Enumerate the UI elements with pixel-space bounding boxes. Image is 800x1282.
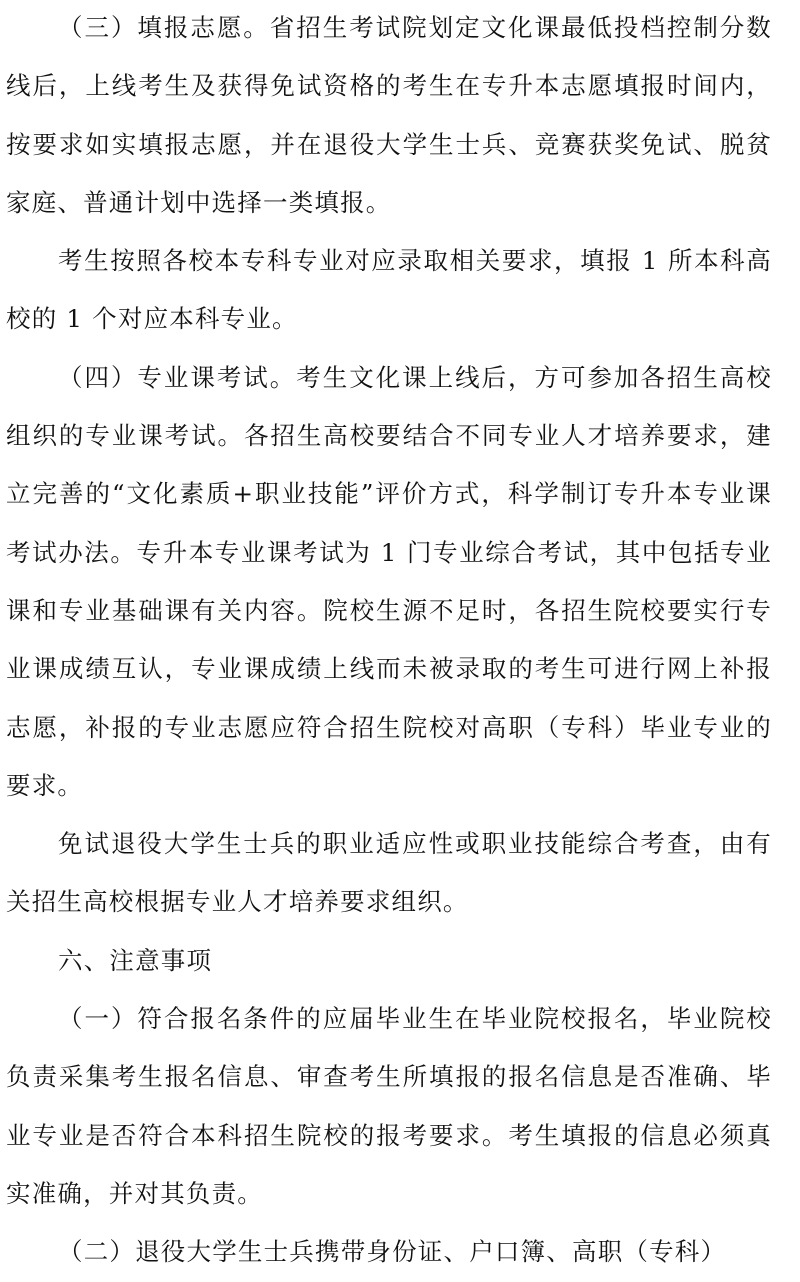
paragraph-graduates-registration: （一）符合报名条件的应届毕业生在毕业院校报名，毕业院校负责采集考生报名信息、审查考生所填报的报名信息是否准确、毕业专业是否符合本科招生院校的报考要求。考生填报的信息必须真实准确，并对其负责。 — [6, 1004, 772, 1208]
paragraph-professional-exam: （四）专业课考试。考生文化课上线后，方可参加各招生高校组织的专业课考试。各招生高校要结合不同专业人才培养要求，建立完善的“文化素质+职业技能”评价方式，科学制订专升本专业课考试办法。专升本专业课考试为 1 门专业综合考试，其中包括专业课和专业基础课有关内容。院校生源不足时，各招生院校要实行专业课成绩互认，专业课成绩上线而未被录取的考生可进行网上补报志愿，补报的专业志愿应符合招生院校对高职（专科）毕业专业的要求。 — [6, 362, 772, 800]
paragraph-fill-application: （三）填报志愿。省招生考试院划定文化课最低投档控制分数线后，上线考生及获得免试资格的考生在专升本志愿填报时间内，按要求如实填报志愿，并在退役大学生士兵、竞赛获奖免试、脱贫家庭、普通计划中选择一类填报。 — [6, 13, 772, 217]
paragraph-exempt-soldiers: 免试退役大学生士兵的职业适应性或职业技能综合考查，由有关招生高校根据专业人才培养要求组织。 — [6, 829, 772, 917]
paragraph-fill-one-major: 考生按照各校本专科专业对应录取相关要求，填报 1 所本科高校的 1 个对应本科专业。 — [6, 246, 772, 334]
section-heading-notes: 六、注意事项 — [58, 945, 213, 975]
paragraph-veteran-documents: （二）退役大学生士兵携带身份证、户口簿、高职（专科） — [58, 1237, 727, 1267]
